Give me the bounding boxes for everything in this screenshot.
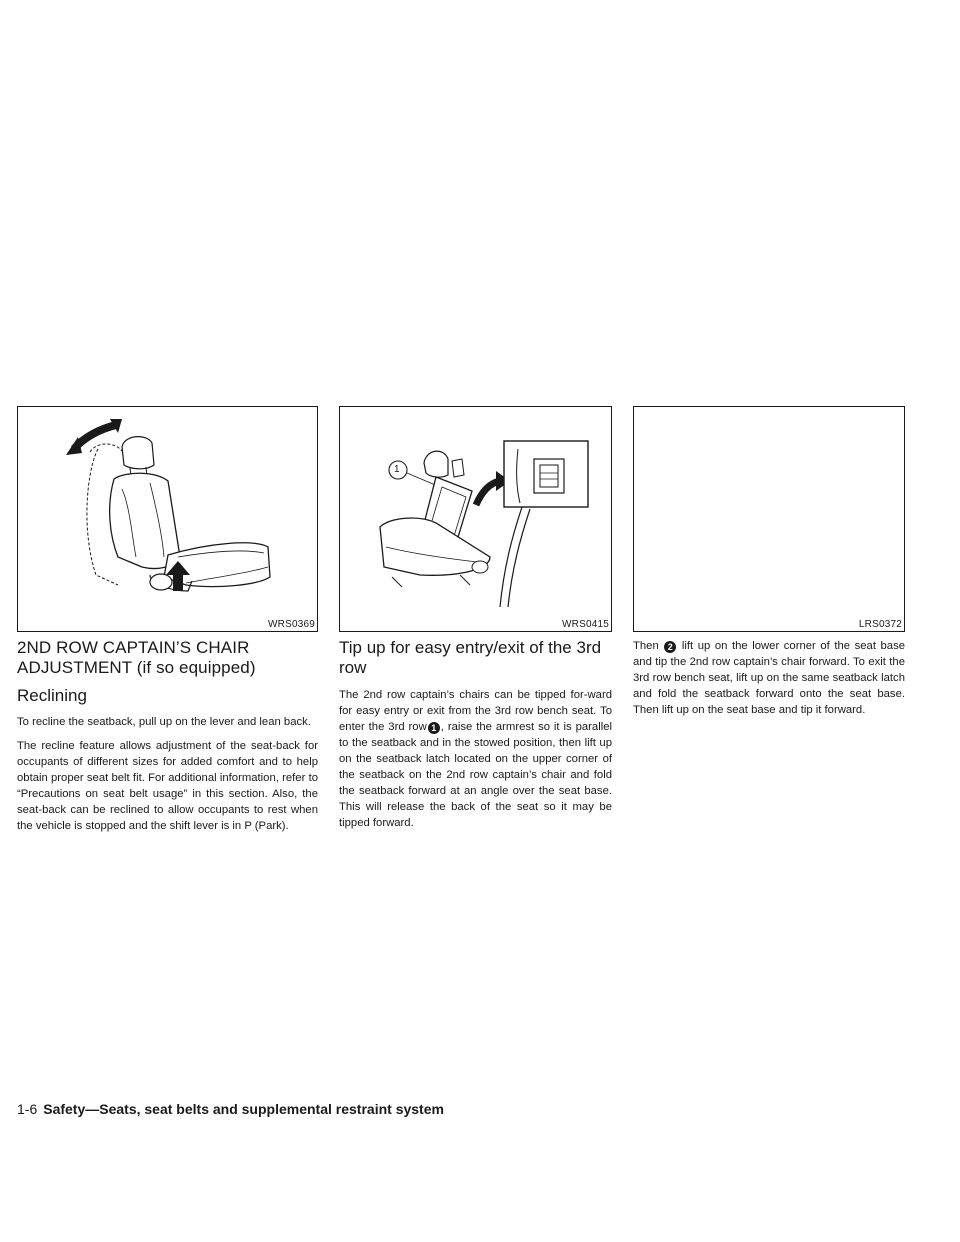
figure-code: WRS0415 xyxy=(562,619,609,630)
figure-tip-up-seat xyxy=(339,406,612,632)
column-right xyxy=(633,638,905,726)
reclining-paragraph-2: The recline feature allows adjustment of the seat-back for occupants of different sizes for added comfort and to help obtain proper seat belt fit. For additional information, refer to “Precautions on seat belt usage” in this section. Also, the seat-back can be reclined to allow occupants to rest when the vehicle is stopped and the shift lever is in P (Park). xyxy=(17,740,318,832)
tipup-text-a: The 2nd row captain’s chairs can be tipped for-ward for easy entry or exit from the 3rd row bench seat. To enter the 3rd row xyxy=(339,689,612,733)
tip-up-seat-illustration xyxy=(340,407,611,631)
step-2-marker: 2 xyxy=(664,641,676,653)
page-footer xyxy=(17,1100,444,1118)
chapter-title: Safety—Seats, seat belts and supplemental restraint system xyxy=(43,1101,444,1117)
callout-label: 1 xyxy=(394,464,400,475)
tipup-text-c: Then xyxy=(633,640,659,652)
column-middle xyxy=(339,638,612,839)
figure-reclining-seat xyxy=(17,406,318,632)
tipup-text-b: , raise the armrest so it is parallel to the seatback and in the stowed position, then lift up on the seatback latch located on the upper corner of the seatback on the 2nd row captain’s chair and fold the seatback forward at an angle over the seat base. This will release the back of the seat so it may be tipped forward. xyxy=(339,721,613,829)
figure-blank xyxy=(633,406,905,632)
section-title-line2: ADJUSTMENT (if so equipped) xyxy=(17,658,256,677)
column-left xyxy=(17,638,318,842)
reclining-seat-illustration xyxy=(18,407,317,631)
reclining-heading: Reclining xyxy=(17,686,87,705)
step-1-marker: 1 xyxy=(428,722,440,734)
page-number: 1-6 xyxy=(17,1101,38,1117)
section-title xyxy=(17,638,318,678)
figure-code: WRS0369 xyxy=(268,619,315,630)
reclining-paragraph-1: To recline the seatback, pull up on the lever and lean back. xyxy=(17,716,311,728)
tipup-heading: Tip up for easy entry/exit of the 3rd row xyxy=(339,638,602,677)
tipup-text-d: lift up on the lower corner of the seat base and tip the 2nd row captain’s chair forward. To exit the 3rd row bench seat, lift up on the same seatback latch and fold the seatback forward onto the seat base. Then lift up on the seat base and tip it forward. xyxy=(633,640,906,716)
tipup-paragraph-1 xyxy=(339,687,612,831)
section-title-line1: 2ND ROW CAPTAIN’S CHAIR xyxy=(17,638,250,657)
figure-code: LRS0372 xyxy=(858,619,902,630)
tipup-paragraph-2 xyxy=(633,638,905,718)
